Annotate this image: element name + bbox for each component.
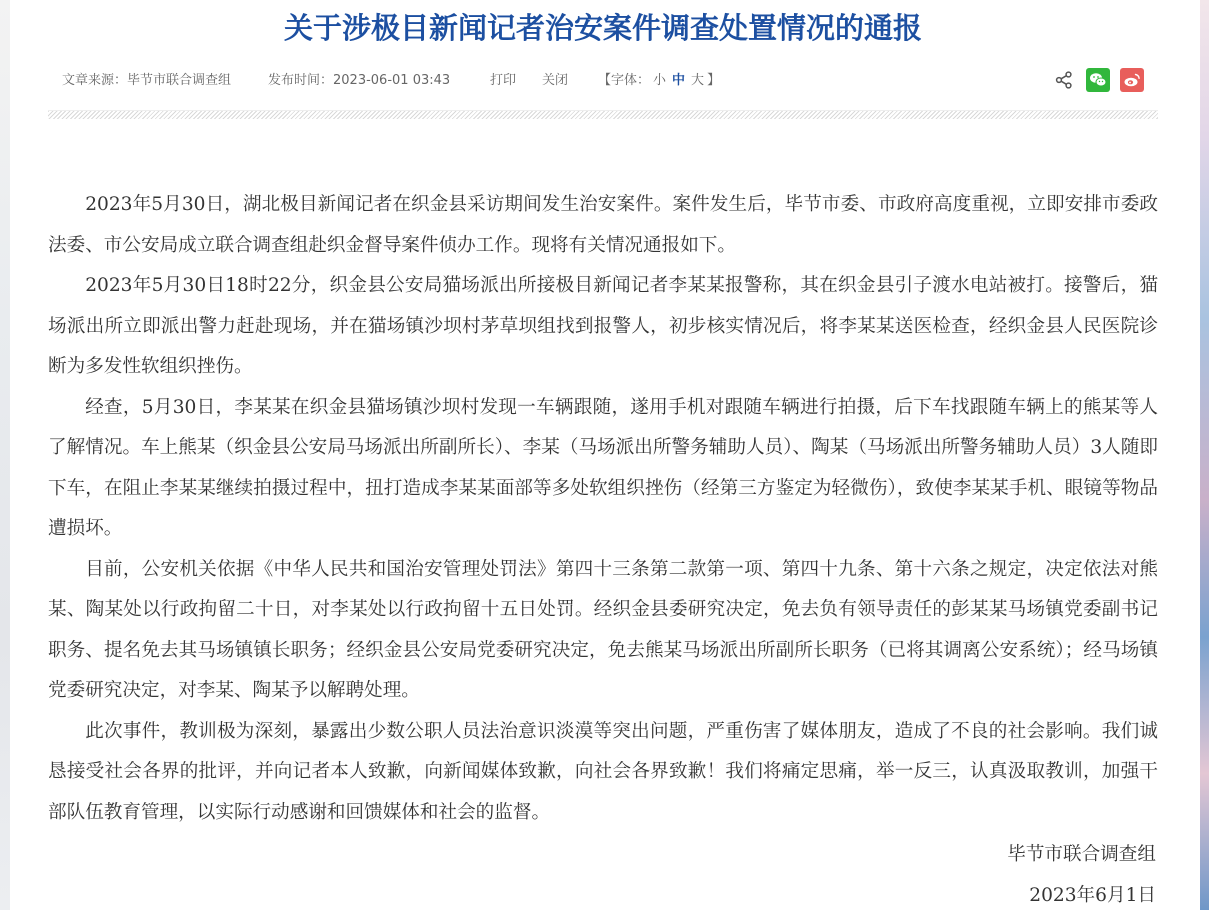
source-label: 文章来源： (62, 73, 128, 88)
article-container (48, 0, 1158, 910)
source-value: 毕节市联合调查组 (127, 73, 232, 88)
article-meta-bar (48, 48, 1158, 110)
share-icon[interactable] (1052, 68, 1076, 92)
page-edge-right (1200, 0, 1209, 910)
time-label: 发布时间： (268, 73, 334, 88)
page-edge-left (0, 0, 10, 910)
article-paragraph: 经查，5月30日，李某某在织金县猫场镇沙坝村发现一车辆跟随，遂用手机对跟随车辆进行拍摄，后下车找跟随车辆上的熊某等人了解情况。车上熊某（织金县公安局马场派出所副所长）、李某（马场派出所警务辅助人员）、陶某（马场派出所警务辅助人员）3人随即下车，在阻止李某某继续拍摄过程中，扭打造成李某某面部等多处软组织挫伤（经第三方鉴定为轻微伤），致使李某某手机、眼镜等物品遭损坏。 (48, 396, 1158, 539)
meta-divider (48, 110, 1158, 119)
article-source (62, 72, 231, 90)
article-title: 关于涉极目新闻记者治安案件调查处置情况的通报 (283, 11, 922, 45)
publish-time (268, 72, 450, 90)
close-link[interactable]: 关闭 (542, 73, 569, 88)
font-size-medium[interactable]: 中 (672, 73, 686, 88)
share-bar (1046, 68, 1144, 92)
weibo-icon[interactable] (1120, 68, 1144, 92)
font-size-small[interactable]: 小 (653, 73, 667, 88)
font-size-control (598, 72, 720, 90)
article-body (48, 119, 1158, 910)
article-paragraph: 2023年5月30日18时22分，织金县公安局猫场派出所接极目新闻记者李某某报警称，其在织金县引子渡水电站被打。接警后，猫场派出所立即派出警力赶赴现场，并在猫场镇沙坝村茅草坝组找到报警人，初步核实情况后，将李某某送医检查，经织金县人民医院诊断为多发性软组织挫伤。 (48, 275, 1158, 377)
font-size-label: 【字体： (598, 73, 651, 88)
font-size-large[interactable]: 大 (691, 73, 705, 88)
article-paragraph: 此次事件，教训极为深刻，暴露出少数公职人员法治意识淡漠等突出问题，严重伤害了媒体朋友，造成了不良的社会影响。我们诚恳接受社会各界的批评，并向记者本人致歉，向新闻媒体致歉，向社会各界致歉！我们将痛定思痛，举一反三，认真汲取教训，加强干部队伍教育管理，以实际行动感谢和回馈媒体和社会的监督。 (48, 720, 1158, 823)
article-date: 2023年6月1日 (1029, 884, 1156, 906)
wechat-icon[interactable] (1086, 68, 1110, 92)
article-signature: 毕节市联合调查组 (1007, 844, 1156, 865)
article-paragraph: 2023年5月30日，湖北极目新闻记者在织金县采访期间发生治安案件。案件发生后，毕节市委、市政府高度重视，立即安排市委政法委、市公安局成立联合调查组赴织金督导案件侦办工作。现将有关情况通报如下。 (48, 194, 1158, 256)
time-value: 2023-06-01 03:43 (333, 73, 451, 88)
article-paragraph: 目前，公安机关依据《中华人民共和国治安管理处罚法》第四十三条第二款第一项、第四十九条、第十六条之规定，决定依法对熊某、陶某处以行政拘留二十日，对李某处以行政拘留十五日处罚。经织金县委研究决定，免去负有领导责任的彭某某马场镇党委副书记职务、提名免去其马场镇镇长职务；经织金县公安局党委研究决定，免去熊某马场派出所副所长职务（已将其调离公安系统）；经马场镇党委研究决定，对李某、陶某予以解聘处理。 (48, 558, 1158, 701)
print-link[interactable]: 打印 (490, 73, 517, 88)
font-size-end: 】 (707, 73, 721, 88)
